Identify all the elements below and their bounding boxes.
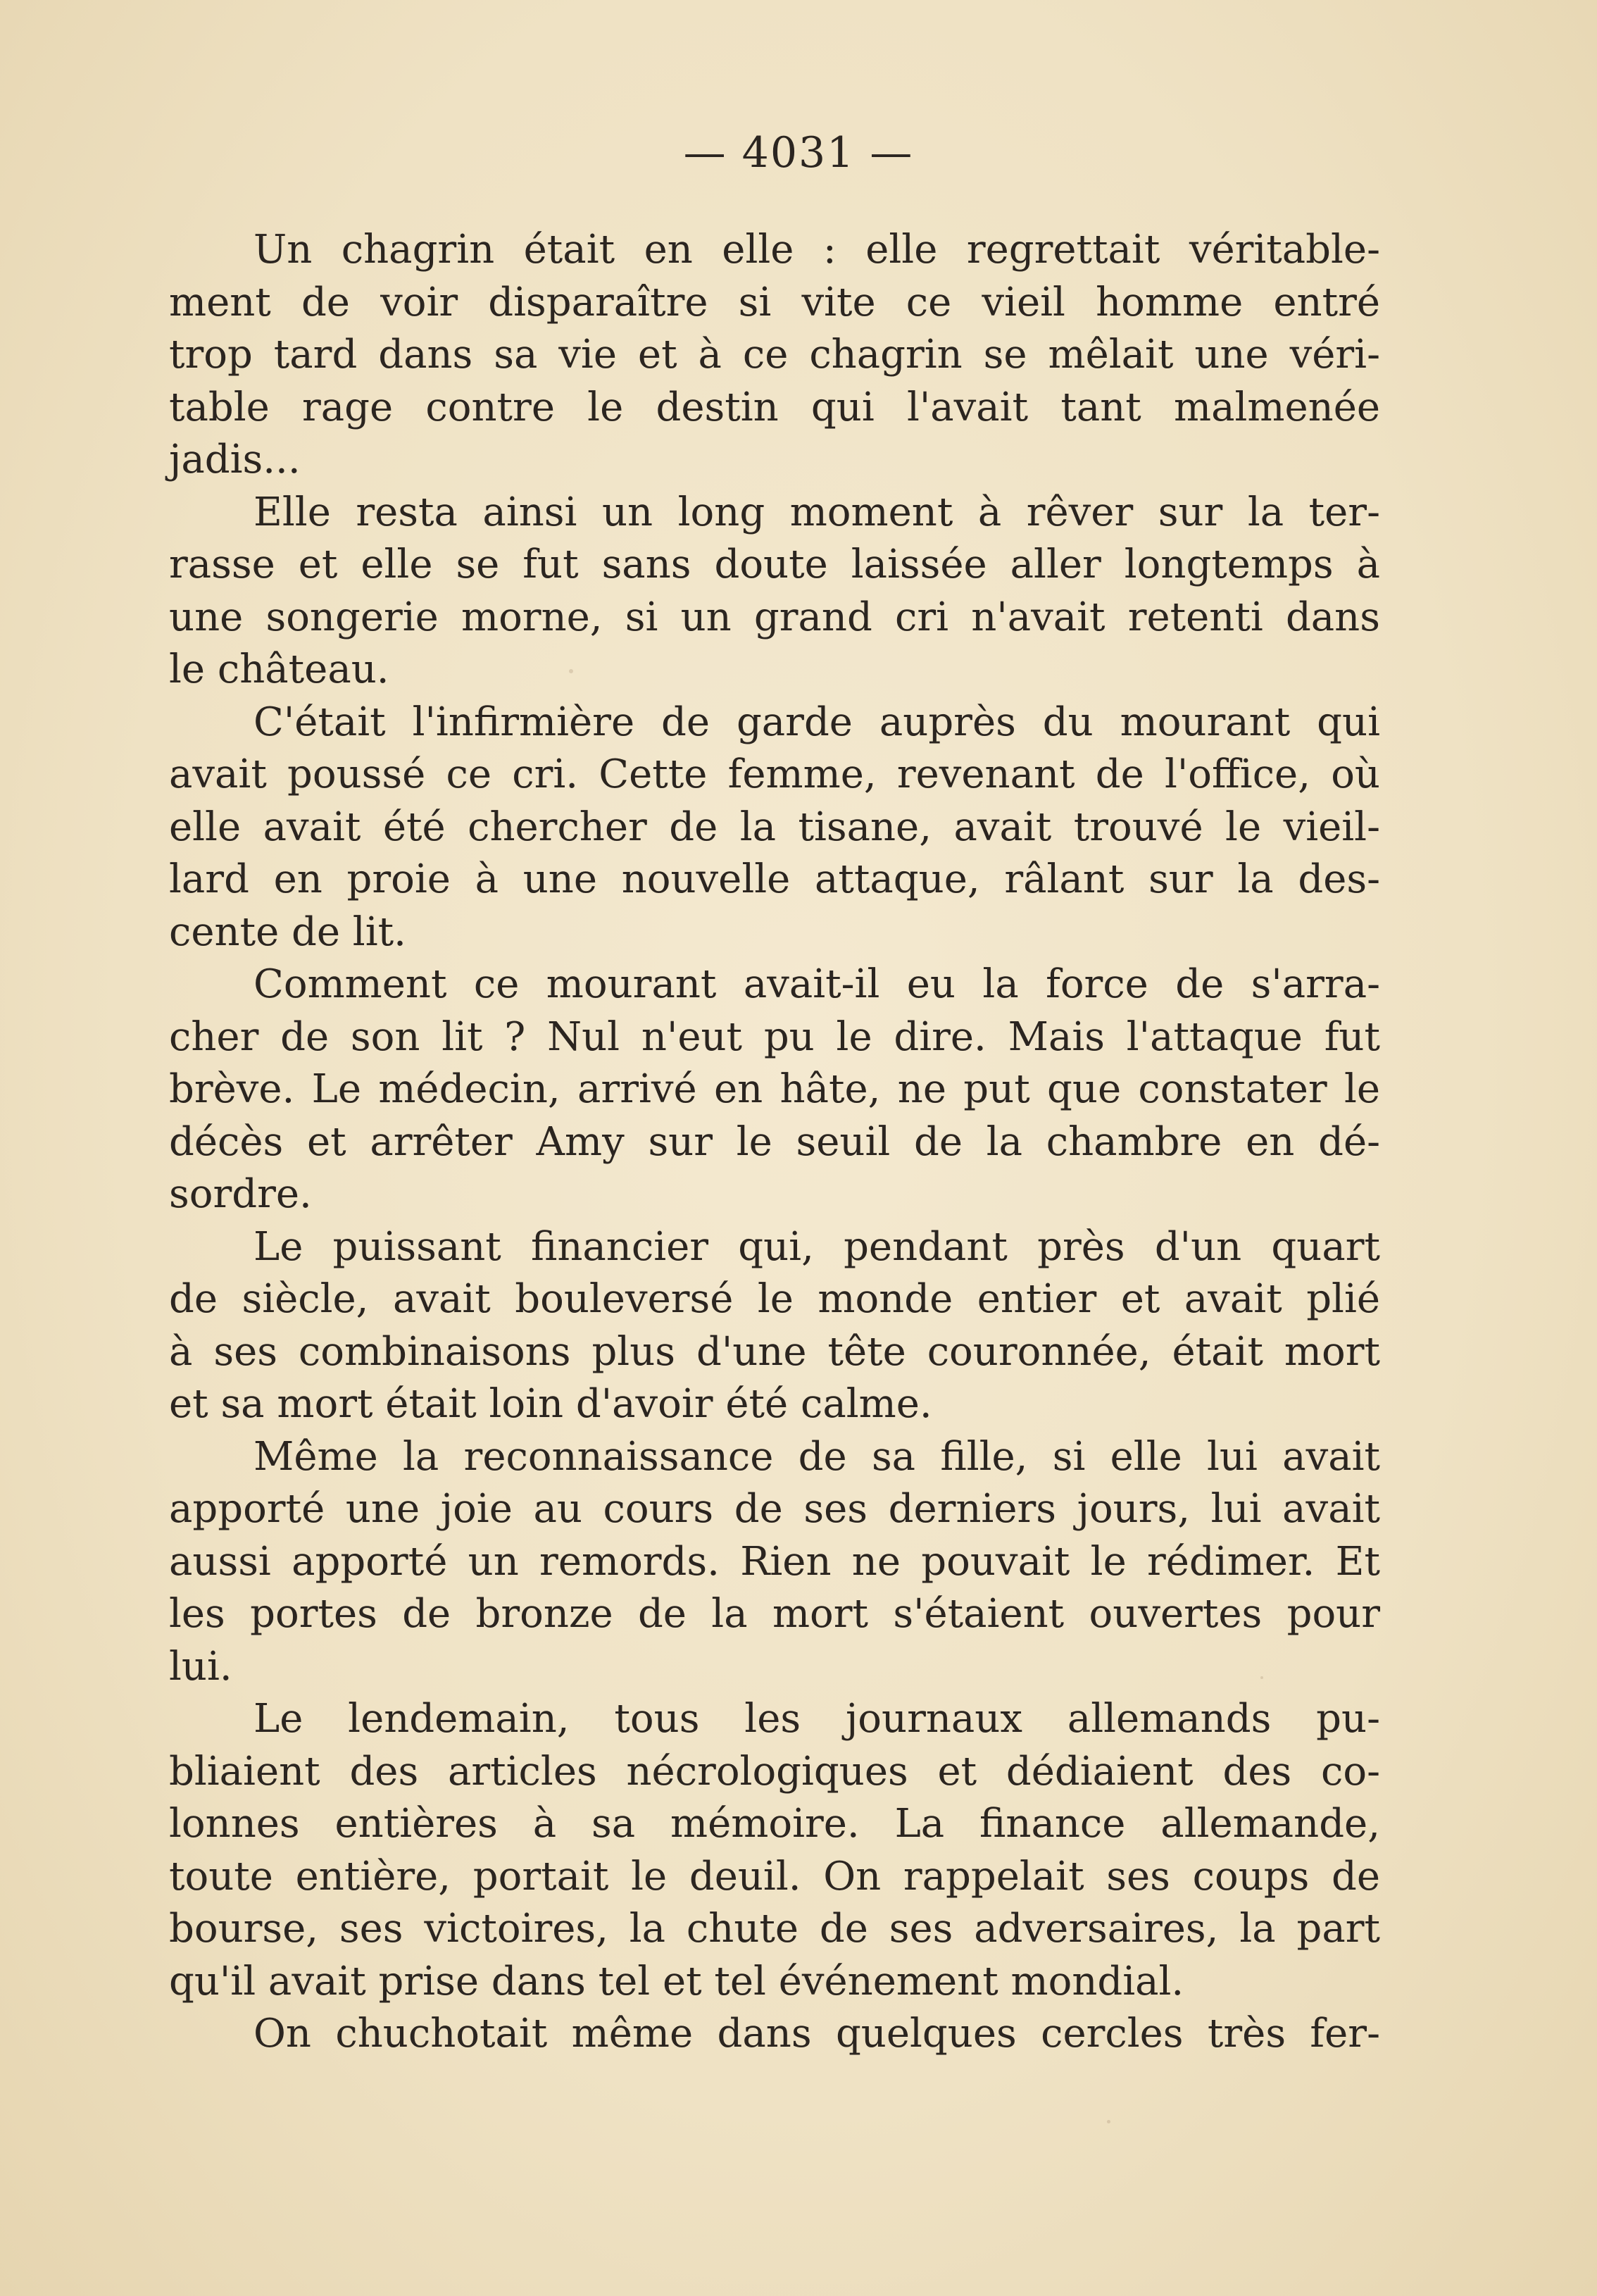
text-line: ment de voir disparaître si vite ce vieil homme entré — [169, 279, 1380, 325]
text-line: toute entière, portait le deuil. On rappelait ses coups de — [169, 1853, 1380, 1899]
paragraph — [169, 1221, 1380, 1431]
body-text — [169, 224, 1380, 2061]
paragraph — [169, 224, 1380, 487]
text-line: jadis... — [169, 437, 301, 482]
text-line: cher de son lit ? Nul n'eut pu le dire. Mais l'attaque fut — [169, 1013, 1380, 1060]
text-line: elle avait été chercher de la tisane, avait trouvé le vieil- — [169, 804, 1380, 850]
text-line: de siècle, avait bouleversé le monde entier et avait plié — [169, 1276, 1380, 1322]
text-line: bliaient des articles nécrologiques et dédiaient des co- — [169, 1748, 1380, 1795]
paragraph — [169, 1693, 1380, 2008]
text-line: table rage contre le destin qui l'avait tant malmenée — [169, 384, 1380, 430]
text-line: On chuchotait même dans quelques cercles très fer- — [253, 2011, 1380, 2057]
text-line: bourse, ses victoires, la chute de ses adversaires, la part — [169, 1906, 1380, 1952]
text-line: à ses combinaisons plus d'une tête couronnée, était mort — [169, 1328, 1380, 1375]
paragraph — [169, 959, 1380, 1221]
text-line: Elle resta ainsi un long moment à rêver sur la ter- — [253, 489, 1380, 535]
paper-spot — [1107, 2120, 1110, 2123]
text-line: les portes de bronze de la mort s'étaient ouvertes pour — [169, 1591, 1380, 1637]
text-line: Le lendemain, tous les journaux allemands pu- — [253, 1696, 1380, 1742]
text-line: brève. Le médecin, arrivé en hâte, ne put que constater le — [169, 1066, 1380, 1112]
text-line: cente de lit. — [169, 909, 406, 955]
text-line: lui. — [169, 1643, 232, 1690]
paragraph — [169, 487, 1380, 697]
text-line: Comment ce mourant avait-il eu la force de s'arra- — [253, 961, 1380, 1007]
paragraph — [169, 697, 1380, 959]
text-line: lonnes entières à sa mémoire. La finance allemande, — [169, 1801, 1380, 1847]
text-line: et sa mort était loin d'avoir été calme. — [169, 1381, 932, 1427]
paragraph — [169, 2008, 1380, 2061]
text-line: le château. — [169, 647, 389, 692]
text-line: avait poussé ce cri. Cette femme, revenant de l'office, où — [169, 751, 1380, 797]
text-line: lard en proie à une nouvelle attaque, râlant sur la des- — [169, 856, 1380, 902]
text-line: Un chagrin était en elle : elle regrettait véritable- — [253, 227, 1380, 273]
text-line: rasse et elle se fut sans doute laissée aller longtemps à — [169, 542, 1380, 587]
text-line: décès et arrêter Amy sur le seuil de la chambre en dé- — [169, 1118, 1380, 1165]
paragraph — [169, 1431, 1380, 1694]
text-line: C'était l'infirmière de garde auprès du mourant qui — [253, 699, 1380, 745]
text-line: sordre. — [169, 1171, 312, 1217]
text-line: Le puissant financier qui, pendant près d'un quart — [253, 1223, 1380, 1270]
text-line: une songerie morne, si un grand cri n'avait retenti dans — [169, 594, 1380, 640]
text-line: qu'il avait prise dans tel et tel événement mondial. — [169, 1958, 1184, 2004]
text-line: aussi apporté un remords. Rien ne pouvait le rédimer. Et — [169, 1538, 1380, 1585]
text-line: Même la reconnaissance de sa fille, si elle lui avait — [253, 1433, 1380, 1480]
page-number: — 4031 — — [683, 128, 914, 177]
text-line: apporté une joie au cours de ses derniers jours, lui avait — [169, 1486, 1380, 1532]
text-line: trop tard dans sa vie et à ce chagrin se mêlait une véri- — [169, 332, 1380, 378]
